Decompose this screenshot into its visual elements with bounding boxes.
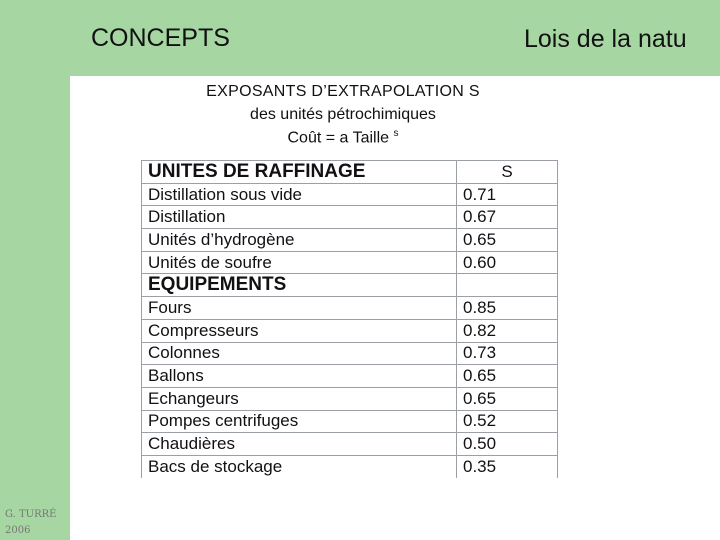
table-row: [142, 206, 558, 229]
unit-exponent: 0.65: [457, 229, 558, 252]
unit-exponent: 0.71: [457, 183, 558, 206]
equipment-exponent: 0.85: [457, 297, 558, 320]
table-row: [142, 387, 558, 410]
subtitle-line-2: des unités pétrochimiques: [250, 106, 436, 123]
equipment-name: Echangeurs: [142, 387, 457, 410]
unit-name: Distillation sous vide: [142, 183, 457, 206]
equipment-exponent: 0.82: [457, 319, 558, 342]
equipment-name: Pompes centrifuges: [142, 410, 457, 433]
year-text: 2006: [5, 525, 31, 536]
equipment-exponent: 0.52: [457, 410, 558, 433]
equipment-name: Bacs de stockage: [142, 455, 457, 477]
exponents-table: [141, 160, 558, 478]
table-row: [142, 433, 558, 456]
table-row: [142, 342, 558, 365]
equipment-exponent: 0.73: [457, 342, 558, 365]
unit-exponent: 0.60: [457, 251, 558, 274]
slide-section-title: Lois de la natu: [524, 25, 687, 53]
footer-credit: [5, 507, 56, 539]
table-row: [142, 251, 558, 274]
formula-exponent: s: [393, 128, 399, 139]
subtitle-line-3: [0, 128, 703, 147]
table-row: [142, 455, 558, 477]
table-body: [142, 161, 558, 478]
header-name-cell: UNITES DE RAFFINAGE: [142, 161, 457, 184]
equipment-exponent: 0.35: [457, 455, 558, 477]
equipment-exponent: 0.50: [457, 433, 558, 456]
table-row: [142, 183, 558, 206]
subtitle-line-1: EXPOSANTS D’EXTRAPOLATION S: [206, 83, 480, 100]
section-name-cell: EQUIPEMENTS: [142, 274, 457, 297]
equipment-name: Chaudières: [142, 433, 457, 456]
equipment-name: Compresseurs: [142, 319, 457, 342]
slide-title: CONCEPTS: [91, 24, 230, 52]
equipment-name: Fours: [142, 297, 457, 320]
unit-name: Unités de soufre: [142, 251, 457, 274]
equipment-name: Colonnes: [142, 342, 457, 365]
author-name: G. TURRÉ: [5, 509, 57, 520]
table-row: [142, 365, 558, 388]
section-header-row: [142, 274, 558, 297]
equipment-name: Ballons: [142, 365, 457, 388]
unit-name: Unités d’hydrogène: [142, 229, 457, 252]
equipment-exponent: 0.65: [457, 365, 558, 388]
header-value-cell: S: [457, 161, 558, 184]
unit-name: Distillation: [142, 206, 457, 229]
unit-exponent: 0.67: [457, 206, 558, 229]
section-value-cell: [457, 274, 558, 297]
formula-text: Coût = a Taille: [287, 129, 390, 147]
table-row: [142, 319, 558, 342]
table-row: [142, 229, 558, 252]
table-row: [142, 297, 558, 320]
equipment-exponent: 0.65: [457, 387, 558, 410]
table-row: [142, 410, 558, 433]
table-header-row: [142, 161, 558, 184]
